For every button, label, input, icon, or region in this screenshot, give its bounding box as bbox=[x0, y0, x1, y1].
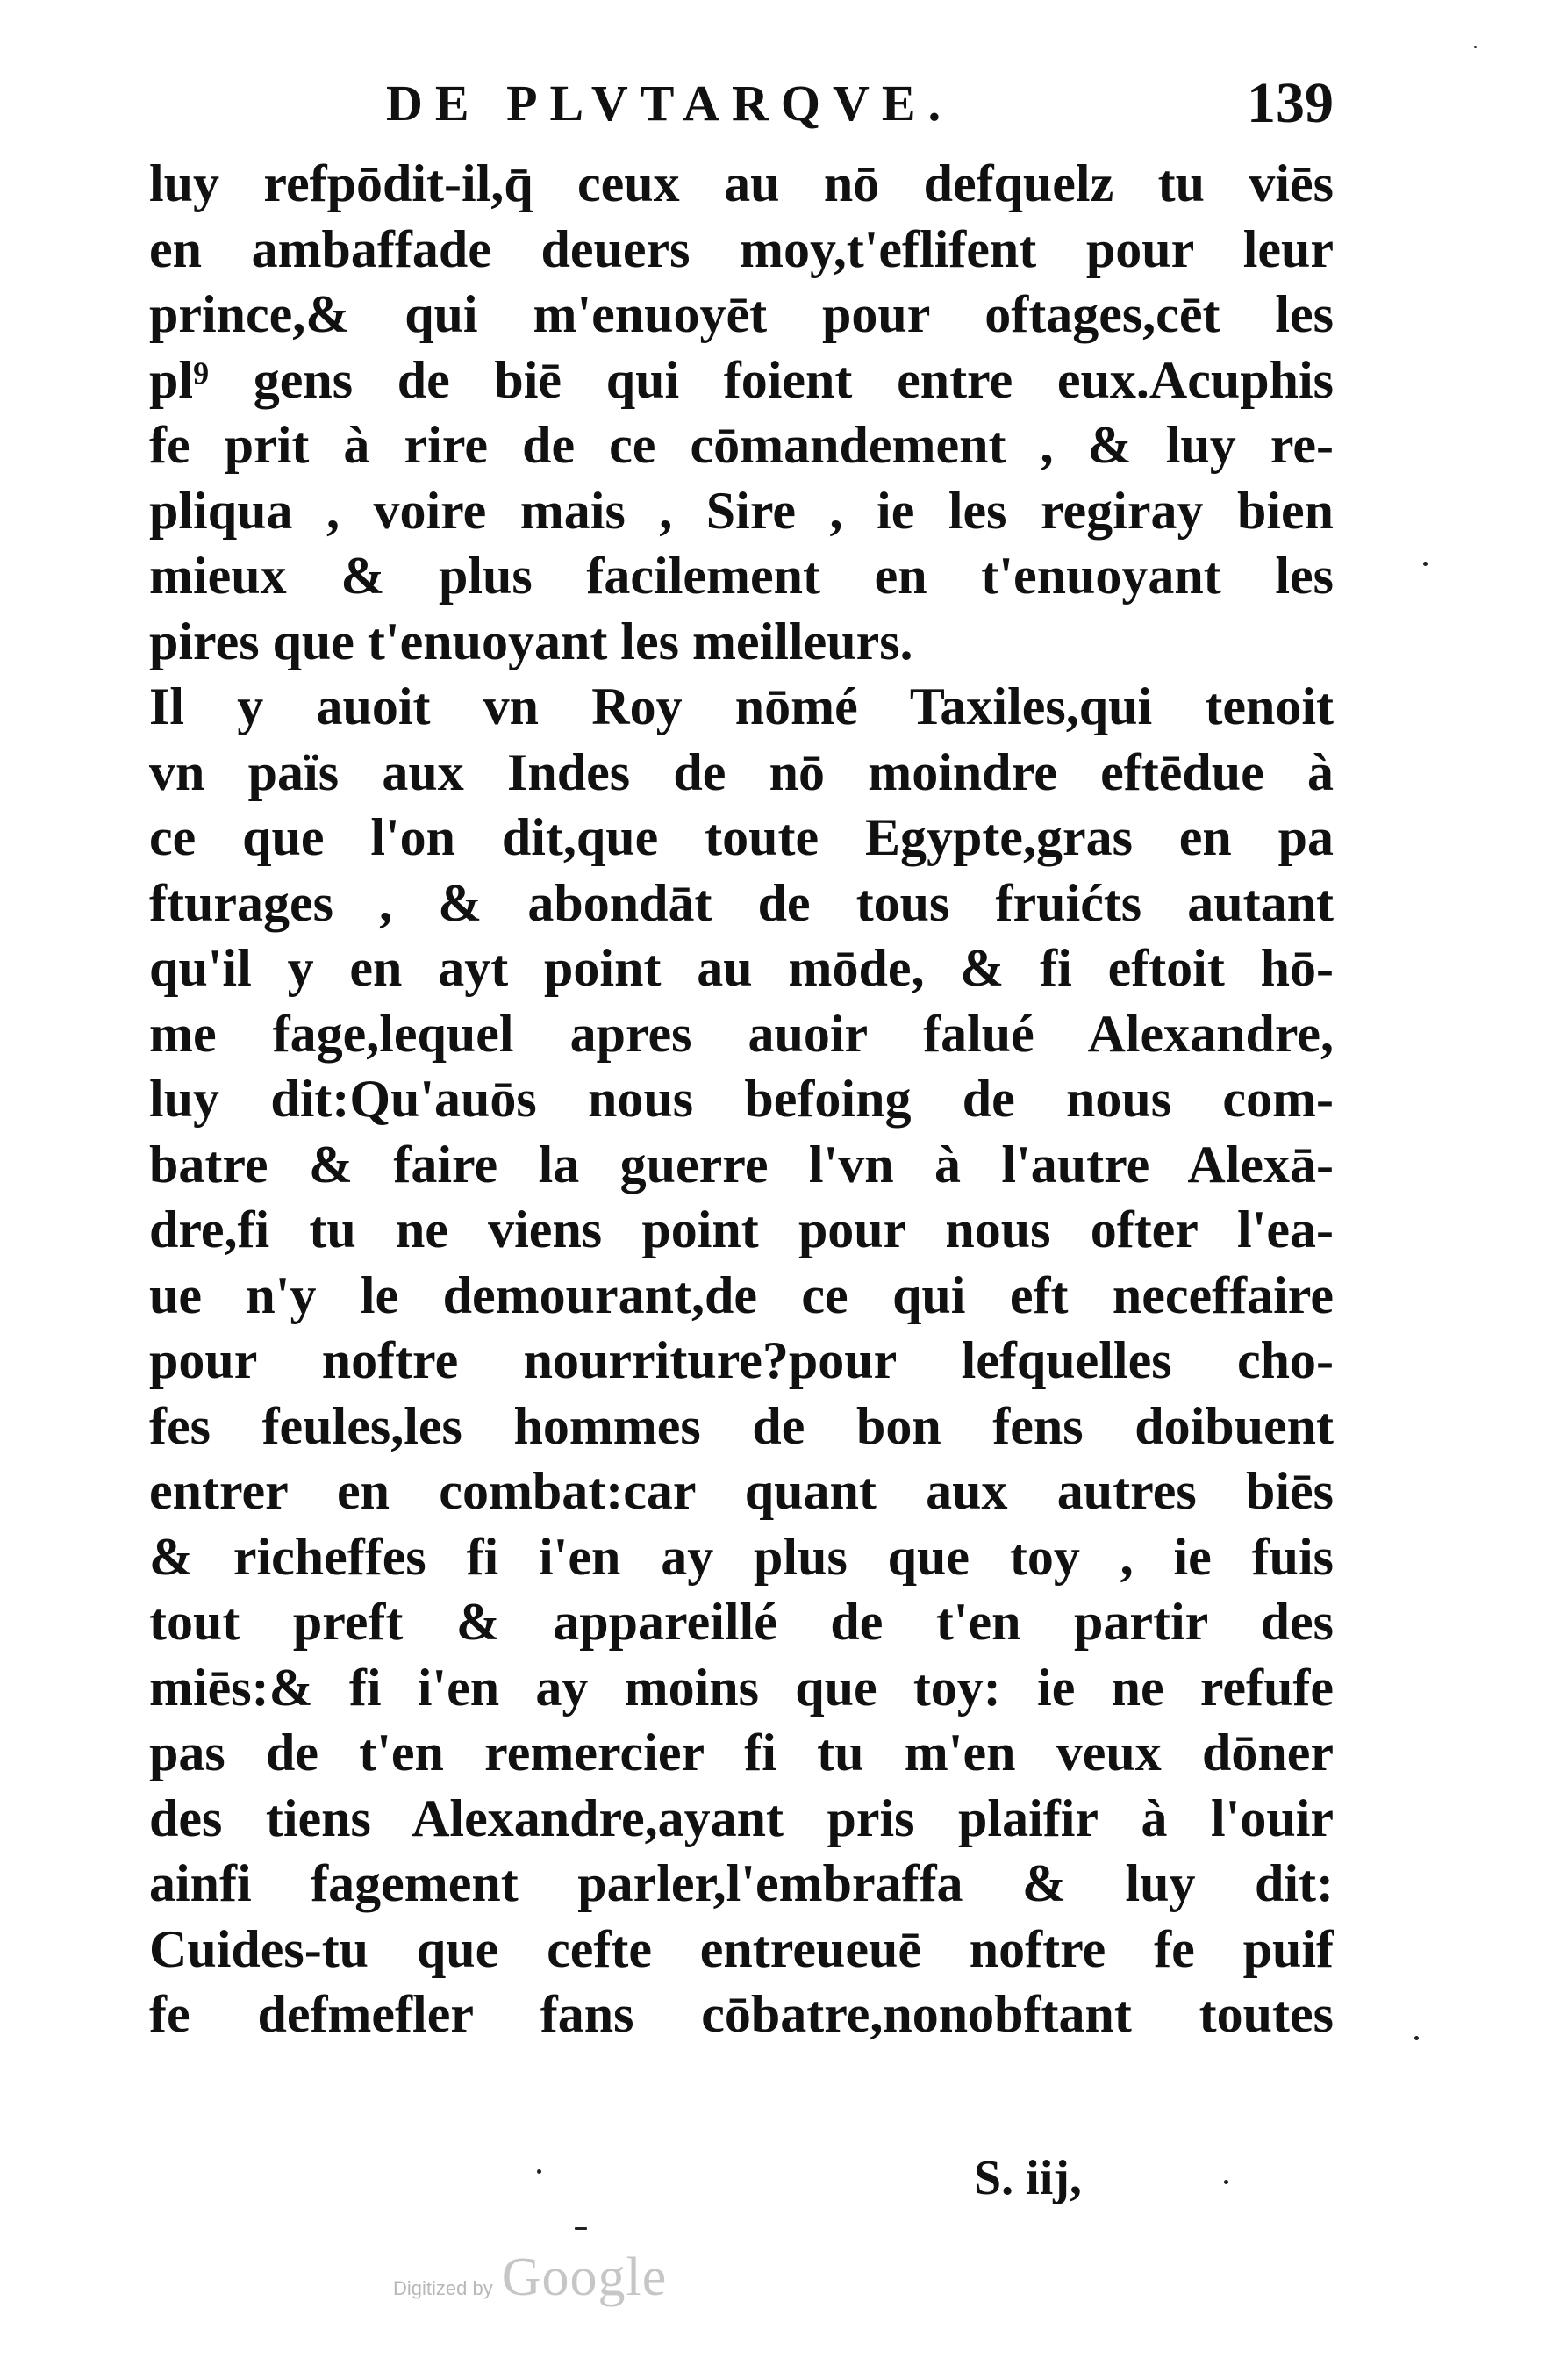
text-line: Il y auoit vn Roy nōmé Taxiles,qui tenoit bbox=[149, 677, 1334, 735]
text-line: me fage,lequel apres auoir falué Alexandre, bbox=[149, 1004, 1334, 1063]
text-line: mieux & plus facilement en t'enuoyant les bbox=[149, 547, 1334, 605]
ink-speck bbox=[575, 2227, 587, 2230]
text-line: pliqua , voire mais , Sire , ie les regiray bien bbox=[149, 481, 1334, 540]
text-line: qu'il y en ayt point au mōde, & fi eftoit hō- bbox=[149, 939, 1334, 997]
text-line: ainfi fagement parler,l'embraffa & luy dit: bbox=[149, 1854, 1334, 1912]
google-logo: Google bbox=[501, 2247, 668, 2307]
text-line: miēs:& fi i'en ay moins que toy: ie ne refufe bbox=[149, 1658, 1334, 1717]
text-line: dre,fi tu ne viens point pour nous ofter l'ea- bbox=[149, 1201, 1334, 1258]
text-line: ue n'y le demourant,de ce qui eft neceffaire bbox=[149, 1265, 1334, 1324]
page-header bbox=[149, 70, 1334, 149]
text-line: Cuides-tu que cefte entreueuē noftre fe puif bbox=[149, 1919, 1334, 1978]
ink-speck bbox=[1224, 2180, 1228, 2184]
google-watermark bbox=[393, 2247, 667, 2317]
page-number: 139 bbox=[1247, 71, 1334, 135]
ink-speck bbox=[1414, 2036, 1419, 2040]
signature-mark: S. iij, bbox=[974, 2151, 1082, 2205]
watermark-prefix: Digitized by bbox=[393, 2277, 493, 2299]
text-line: pour noftre nourriture?pour lefquelles cho- bbox=[149, 1331, 1334, 1389]
text-line: fe defmefler fans cōbatre,nonobftant toutes bbox=[149, 1985, 1334, 2043]
text-line: en ambaffade deuers moy,t'eflifent pour leur bbox=[149, 219, 1334, 278]
text-line: fes feules,les hommes de bon fens doibuent bbox=[149, 1396, 1334, 1455]
text-line: vn païs aux Indes de nō moindre eftēdue à bbox=[149, 742, 1334, 801]
ink-speck bbox=[537, 2169, 541, 2174]
text-line: fe prit à rire de ce cōmandement , & luy re- bbox=[149, 416, 1334, 474]
text-line: entrer en combat:car quant aux autres biēs bbox=[149, 1462, 1334, 1520]
text-line: luy dit:Qu'auōs nous befoing de nous com- bbox=[149, 1070, 1334, 1128]
running-head: DE PLVTARQVE. bbox=[386, 75, 954, 132]
text-line: fturages , & abondāt de tous fruićts autant bbox=[149, 873, 1334, 932]
text-line: luy refpōdit-il,q̄ ceux au nō defquelz tu viēs bbox=[149, 154, 1334, 212]
text-line: tout preft & appareillé de t'en partir des bbox=[149, 1593, 1334, 1651]
text-line: pl⁹ gens de biē qui foient entre eux.Acuphis bbox=[149, 350, 1334, 409]
text-line: batre & faire la guerre l'vn à l'autre Alexā- bbox=[149, 1135, 1334, 1194]
text-line: pires que t'enuoyant les meilleurs. bbox=[149, 612, 913, 670]
text-line: ce que l'on dit,que toute Egypte,gras en pa bbox=[149, 808, 1334, 866]
ink-speck bbox=[1423, 562, 1428, 566]
ink-speck bbox=[1474, 46, 1477, 48]
body-text bbox=[149, 151, 1334, 2047]
text-line: & richeffes fi i'en ay plus que toy , ie fuis bbox=[149, 1527, 1334, 1586]
text-line: pas de t'en remercier fi tu m'en veux dōner bbox=[149, 1724, 1334, 1781]
text-line: des tiens Alexandre,ayant pris plaifir à l'ouir bbox=[149, 1789, 1334, 1847]
text-line: prince,& qui m'enuoyēt pour oftages,cēt les bbox=[149, 285, 1334, 343]
